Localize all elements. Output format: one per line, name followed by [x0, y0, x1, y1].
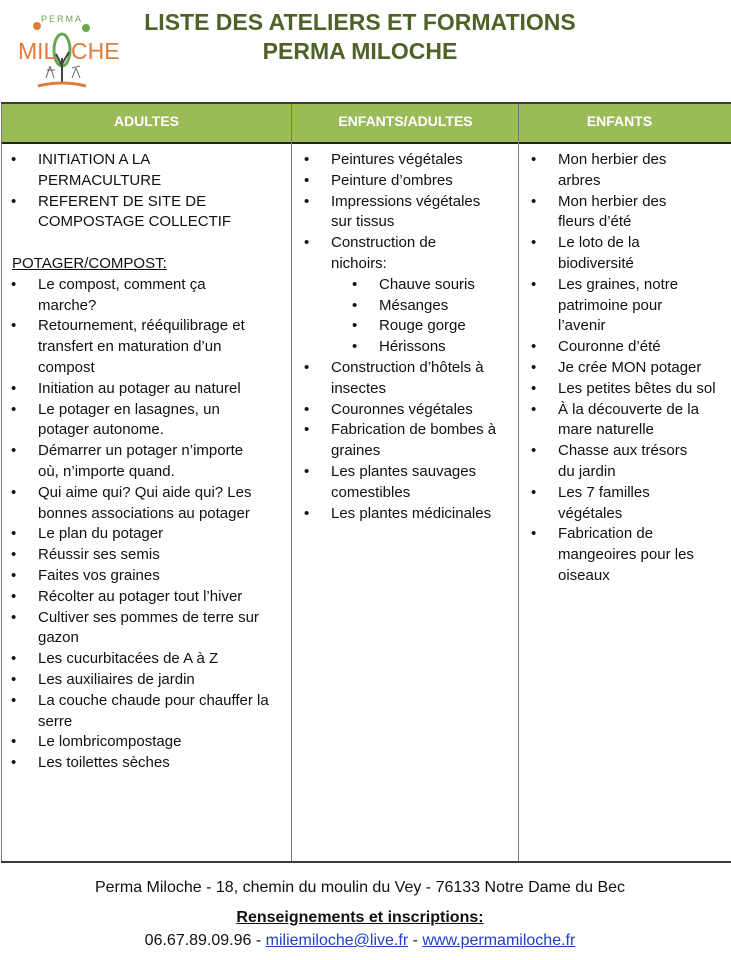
column-adultes	[2, 144, 288, 861]
sub-list-item: • Chauve souris	[295, 275, 517, 296]
column-header-adultes: ADULTES	[113, 113, 180, 129]
column-header-enfants-adultes: ENFANTS/ADULTES	[338, 113, 473, 129]
svg-text:MIL: MIL	[18, 38, 57, 64]
list-item: • Le lombricompostage	[2, 732, 288, 753]
list-item: • Les plantes sauvages comestibles	[295, 462, 501, 504]
sub-list-item: • Mésanges	[295, 296, 517, 317]
enfants-adultes-list	[295, 150, 517, 524]
perma-miloche-logo	[14, 6, 120, 90]
list-item: • Faites vos graines	[2, 566, 288, 587]
list-item: • Initiation au potager au naturel	[2, 379, 288, 400]
list-item: • Récolter au potager tout l’hiver	[2, 587, 288, 608]
list-item: • Les plantes médicinales	[295, 504, 517, 525]
list-item: • À la découverte de la mare naturelle	[522, 400, 728, 442]
email-link[interactable]: miliemiloche@live.fr	[265, 932, 409, 949]
list-item: • Réussir ses semis	[2, 545, 288, 566]
column-divider	[291, 104, 292, 861]
list-item: • La couche chaude pour chauffer la serre	[2, 691, 278, 733]
list-item: • Je crée MON potager	[522, 358, 720, 379]
list-item: • Construction d’hôtels à insectes	[295, 358, 509, 400]
enfants-list	[522, 150, 720, 587]
list-item: • Fabrication de mangeoires pour les oiseaux	[522, 524, 728, 586]
list-item: • Les graines, notre patrimoine pour l’avenir	[522, 275, 698, 337]
intro-list	[2, 150, 288, 233]
list-item: • Couronne d’été	[522, 337, 720, 358]
list-item: • Les toilettes sèches	[2, 753, 288, 774]
list-item: • Couronnes végétales	[295, 400, 517, 421]
footer-address: Perma Miloche - 18, chemin du moulin du Vey - 76133 Notre Dame du Bec	[94, 879, 626, 896]
list-item: • Cultiver ses pommes de terre sur gazon	[2, 608, 283, 650]
title-line-2: PERMA MILOCHE	[262, 38, 458, 64]
footer-info-title: Renseignements et inscriptions:	[236, 909, 484, 926]
list-item: • Les auxiliaires de jardin	[2, 670, 288, 691]
list-item: • Peintures végétales	[295, 150, 517, 171]
list-item: • Fabrication de bombes à graines	[295, 420, 509, 462]
svg-text:PERMA: PERMA	[40, 14, 84, 24]
footer-contact	[0, 932, 720, 950]
column-enfants-adultes	[295, 144, 517, 861]
column-header-enfants: ENFANTS	[586, 113, 653, 129]
list-item: • Le potager en lasagnes, un potager autonome.	[2, 400, 253, 442]
sub-list-item: • Rouge gorge	[295, 316, 517, 337]
list-item: • Impressions végétales sur tissus	[295, 192, 503, 234]
list-item: • REFERENT DE SITE DE COMPOSTAGE COLLECTIF	[2, 192, 238, 234]
list-item: • Chasse aux trésors du jardin	[522, 441, 708, 483]
list-item: • Les petites bêtes du sol	[522, 379, 718, 400]
list-item: • Mon herbier des fleurs d’été	[522, 192, 688, 234]
list-item: • INITIATION A LA PERMACULTURE	[2, 150, 168, 192]
workshop-table	[1, 102, 731, 863]
separator: -	[408, 932, 423, 949]
title-line-1: LISTE DES ATELIERS ET FORMATIONS	[144, 9, 576, 35]
page-title	[110, 8, 610, 66]
list-item: • Les cucurbitacées de A à Z	[2, 649, 288, 670]
phone-number: 06.67.89.09.96	[144, 932, 252, 949]
list-item: • Peinture d’ombres	[295, 171, 517, 192]
column-divider	[518, 104, 519, 861]
table-header	[1, 104, 731, 144]
list-item: • Qui aime qui? Qui aide qui? Les bonnes associations au potager	[2, 483, 278, 525]
list-item: • Le plan du potager	[2, 524, 288, 545]
section-title-potager-compost: POTAGER/COMPOST:	[12, 254, 167, 272]
list-item: • Construction de nichoirs:	[295, 233, 461, 275]
potager-compost-list	[2, 275, 288, 774]
list-item: • Le compost, comment ça marche?	[2, 275, 238, 317]
column-enfants	[522, 144, 720, 861]
separator: -	[251, 932, 266, 949]
svg-text:CHE: CHE	[71, 38, 120, 64]
list-item: • Mon herbier des arbres	[522, 150, 688, 192]
list-item: • Les 7 familles végétales	[522, 483, 668, 525]
sub-list-item: • Hérissons	[295, 337, 517, 358]
website-link[interactable]: www.permamiloche.fr	[422, 932, 576, 949]
list-item: • Démarrer un potager n’importe où, n’importe quand.	[2, 441, 263, 483]
list-item: • Retournement, rééquilibrage et transfert en maturation d’un compost	[2, 316, 278, 378]
list-item: • Le loto de la biodiversité	[522, 233, 678, 275]
